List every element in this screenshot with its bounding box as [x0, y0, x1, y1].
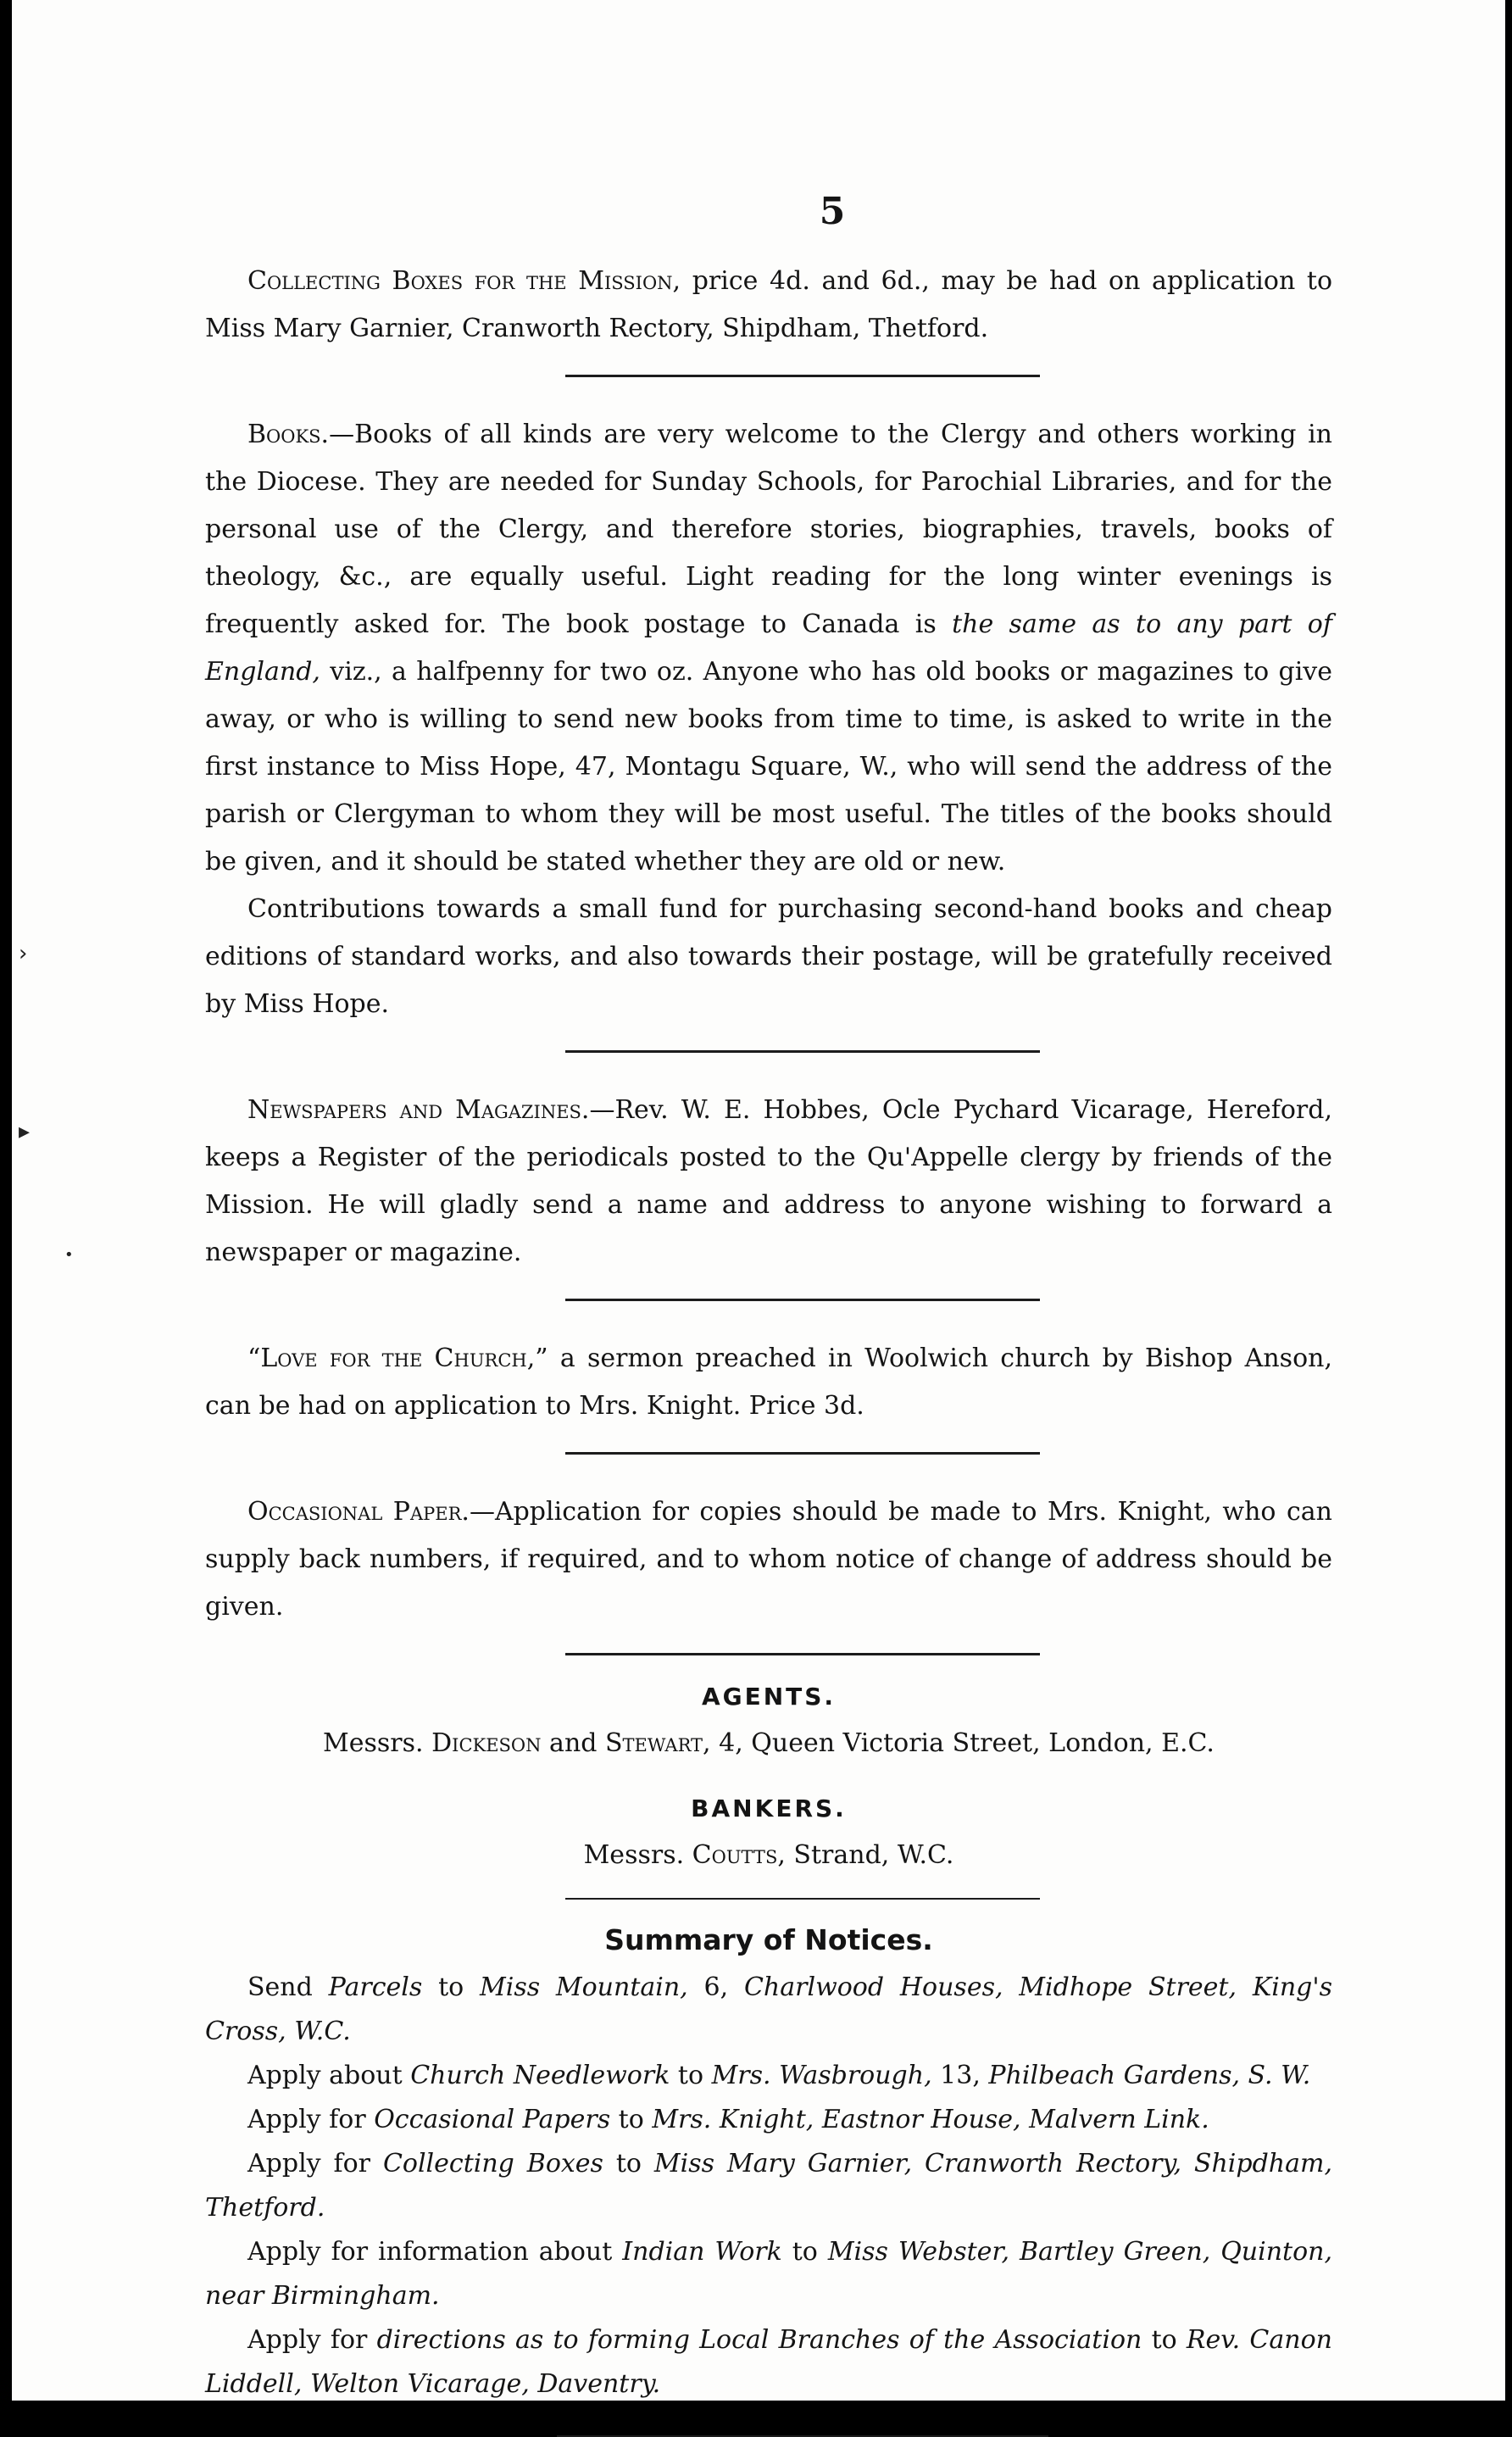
- summary-item: [205, 2098, 1332, 2142]
- summary-text: [814, 2105, 822, 2134]
- summary-subject: Occasional Papers: [374, 2105, 611, 2134]
- section-divider: [565, 1898, 1040, 1900]
- summary-text: Apply for information about: [247, 2237, 623, 2267]
- summary-item: [205, 2054, 1332, 2098]
- summary-address: Cranworth Rectory, Shipdham, Thetford.: [205, 2149, 1332, 2223]
- notice-body: viz., a halfpenny for two oz. Anyone who has old books or magazines to give away, or who is willing to send new books from time to time, is asked to write in the first instance to Miss Hope, 47, Montagu Square, W., who will send the address of the parish or Clergyman to whom they will be most useful. The titles of the books should be given, and it should be stated whether they are old or new.: [205, 657, 1332, 876]
- summary-address: Welton Vicarage, Daventry.: [309, 2369, 661, 2399]
- margin-mark: ›: [19, 941, 28, 966]
- banker-name: Coutts: [692, 1840, 778, 1870]
- notice-body: —Books of all kinds are very welcome to the Clergy and others working in the Diocese. They are needed for Sunday Schools, for Parochial Libraries, and for the personal use of the Clergy, and therefore stories, biographies, travels, books of theology, &c., are equally useful. Light reading for the long winter evenings is frequently asked for. The book postage to Canada is: [205, 420, 1332, 639]
- summary-text: to: [603, 2149, 654, 2178]
- occasional-paper-notice: [205, 1488, 1332, 1631]
- margin-mark: ▸: [19, 1119, 31, 1144]
- section-divider: [565, 1452, 1040, 1455]
- margin-dot: •: [64, 1246, 74, 1264]
- notice-body: —Application for copies should be made to Mrs. Knight, who can supply back numbers, if required, and to whom notice of change of address should be given.: [205, 1497, 1332, 1622]
- notice-body: —Rev. W. E. Hobbes, Ocle Pychard Vicarage, Hereford, keeps a Register of the periodicals posted to the Qu'Appelle clergy by friends of the Mission. He will gladly send a name and address to anyone wishing to forward a newspaper or magazine.: [205, 1095, 1332, 1267]
- summary-text: [912, 2149, 925, 2178]
- summary-subject: directions as to forming Local Branches of the Association: [376, 2325, 1142, 2355]
- summary-text: 6,: [687, 1972, 744, 2002]
- summary-text: Send: [247, 1972, 329, 2002]
- summary-subject: Indian Work: [622, 2237, 782, 2267]
- summary-address: Charlwood Houses, Midhope Street, King's Cross, W.C.: [205, 1972, 1332, 2046]
- notice-lead: Books.: [247, 420, 330, 449]
- summary-text: [302, 2369, 310, 2399]
- summary-subject: Parcels: [328, 1972, 423, 2002]
- notice-lead: Newspapers and Magazines.: [247, 1095, 590, 1125]
- summary-address: Bartley Green, Quinton, near Birmingham.: [205, 2237, 1332, 2311]
- summary-contact: Mrs. Wasbrough,: [711, 2061, 932, 2090]
- summary-text: [1009, 2237, 1020, 2267]
- summary-text: Apply for: [247, 2149, 383, 2178]
- agents-pre: Messrs.: [323, 1728, 432, 1758]
- summary-text: to: [422, 1972, 480, 2002]
- sermon-notice: [205, 1335, 1332, 1430]
- section-divider: [565, 1653, 1040, 1655]
- collecting-boxes-notice: [205, 258, 1332, 353]
- agents-line: [205, 1720, 1332, 1767]
- summary-item: [205, 2230, 1332, 2318]
- summary-text: to: [781, 2237, 828, 2267]
- bankers-line: [205, 1832, 1332, 1879]
- bankers-pre: Messrs.: [583, 1840, 692, 1870]
- summary-address: Philbeach Gardens, S. W.: [988, 2061, 1311, 2090]
- notice-lead: Occasional Paper.: [247, 1497, 470, 1527]
- summary-contact: Mrs. Knight,: [652, 2105, 814, 2134]
- summary-text: Apply for: [247, 2325, 377, 2355]
- agents-mid: and: [541, 1728, 605, 1758]
- agent-name: Dickeson: [431, 1728, 542, 1758]
- summary-text: to: [1142, 2325, 1187, 2355]
- summary-text: to: [610, 2105, 653, 2134]
- notice-lead: Collecting Boxes for the Mission,: [247, 266, 681, 296]
- notice-body: a sermon preached in Woolwich church by Bishop Anson, can be had on application to Mrs. Knight. Price 3d.: [205, 1344, 1332, 1421]
- agent-name: Stewart: [605, 1728, 703, 1758]
- notice-lead: “Love for the Church,”: [247, 1344, 548, 1373]
- summary-contact: Miss Mary Garnier,: [653, 2149, 913, 2178]
- page-content: [205, 186, 1332, 2437]
- notice-body: price 4d. and 6d., may be had on application to Miss Mary Garnier, Cranworth Rectory, Shipdham, Thetford.: [205, 266, 1333, 343]
- bankers-heading: BANKERS.: [691, 1794, 847, 1822]
- notice-emphasis: the same as to any part of England,: [205, 609, 1332, 687]
- summary-text: to: [670, 2061, 712, 2090]
- bankers-address: , Strand, W.C.: [777, 1840, 954, 1870]
- contributions-paragraph: Contributions towards a small fund for purchasing second-hand books and cheap editions of standard works, and also towards their postage, will be gratefully received by Miss Hope.: [205, 894, 1332, 1019]
- newspapers-notice: [205, 1087, 1332, 1277]
- agents-address: , 4, Queen Victoria Street, London, E.C.: [703, 1728, 1215, 1758]
- section-divider: [565, 1050, 1040, 1053]
- summary-list: [205, 1966, 1332, 2406]
- summary-title: Summary of Notices.: [604, 1923, 933, 1956]
- summary-item: [205, 2318, 1332, 2406]
- page-number: 5: [819, 190, 846, 233]
- section-divider: [565, 1299, 1040, 1301]
- section-divider: [565, 375, 1040, 377]
- summary-text: Apply about: [247, 2061, 411, 2090]
- summary-item: [205, 1966, 1332, 2054]
- summary-address: Eastnor House, Malvern Link.: [821, 2105, 1209, 2134]
- summary-contact: Rev. Canon Liddell,: [205, 2325, 1332, 2399]
- summary-contact: Miss Mountain,: [480, 1972, 688, 2002]
- summary-item: [205, 2142, 1332, 2230]
- document-page: [12, 0, 1505, 2401]
- summary-text: 13,: [931, 2061, 989, 2090]
- summary-contact: Miss Webster,: [827, 2237, 1010, 2267]
- agents-heading: AGENTS.: [701, 1683, 837, 1711]
- books-notice: [205, 411, 1332, 886]
- summary-subject: Collecting Boxes: [382, 2149, 603, 2178]
- summary-text: Apply for: [247, 2105, 375, 2134]
- summary-subject: Church Needlework: [410, 2061, 670, 2090]
